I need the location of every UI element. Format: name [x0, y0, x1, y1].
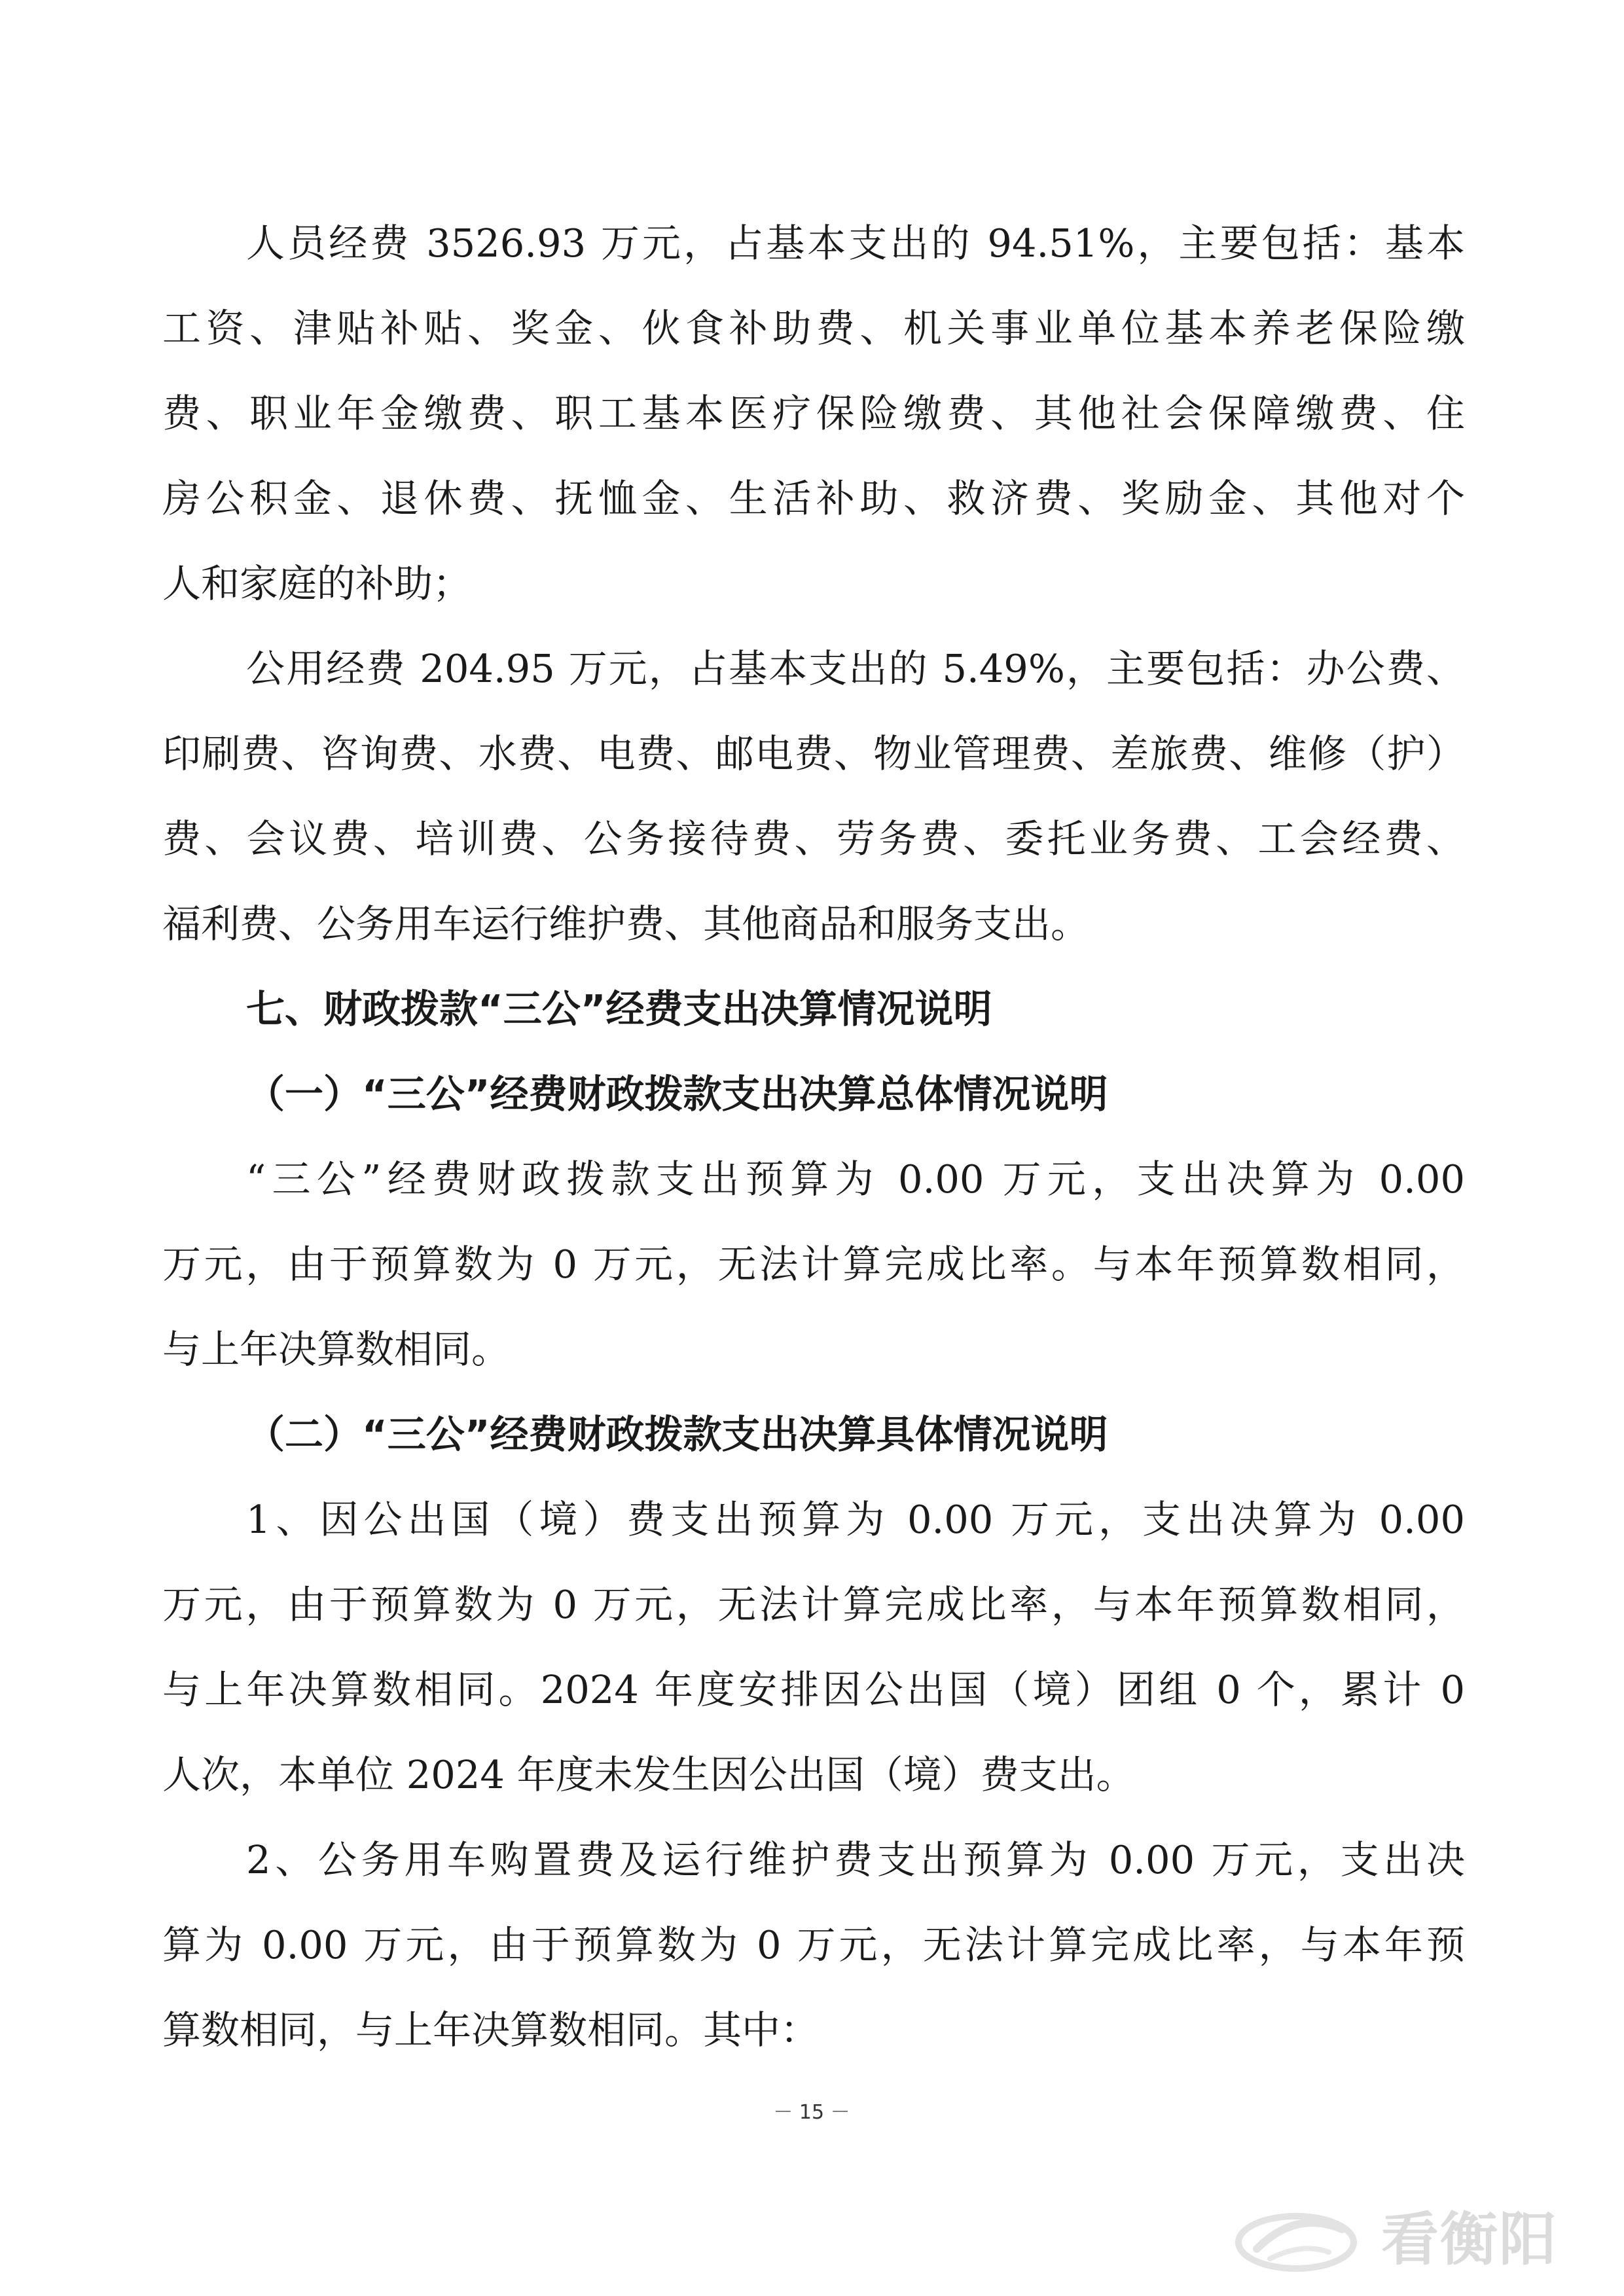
personnel-line-2: 工资、津贴补贴、奖金、伙食补助费、机关事业单位基本养老保险缴 [162, 306, 1465, 351]
public-line-2: 印刷费、咨询费、水费、电费、邮电费、物业管理费、差旅费、维修（护） [162, 731, 1465, 776]
public-line-3: 费、会议费、培训费、公务接待费、劳务费、委托业务费、工会经费、 [162, 816, 1465, 861]
subsection-1-line-3: 与上年决算数相同。 [162, 1327, 511, 1372]
section-heading: 七、财政拨款“三公”经费支出决算情况说明 [246, 986, 992, 1031]
item-1-line-1: 1、因公出国（境）费支出预算为 0.00 万元，支出决算为 0.00 [246, 1497, 1465, 1542]
personnel-line-1: 人员经费 3526.93 万元，占基本支出的 94.51%，主要包括：基本 [246, 221, 1465, 266]
public-line-1: 公用经费 204.95 万元，占基本支出的 5.49%，主要包括：办公费、 [246, 646, 1465, 691]
subsection-1-heading: （一）“三公”经费财政拨款支出决算总体情况说明 [246, 1071, 1108, 1117]
watermark-logo-icon [1231, 2203, 1362, 2275]
item-2-line-2: 算为 0.00 万元，由于预算数为 0 万元，无法计算完成比率，与本年预 [162, 1922, 1465, 1967]
item-1-line-4: 人次，本单位 2024 年度未发生因公出国（境）费支出。 [162, 1752, 1135, 1797]
subsection-2-heading: （二）“三公”经费财政拨款支出决算具体情况说明 [246, 1412, 1108, 1457]
subsection-1-line-1: “三公”经费财政拨款支出预算为 0.00 万元，支出决算为 0.00 [246, 1157, 1465, 1202]
personnel-line-4: 房公积金、退休费、抚恤金、生活补助、救济费、奖励金、其他对个 [162, 476, 1465, 521]
personnel-line-3: 费、职业年金缴费、职工基本医疗保险缴费、其他社会保障缴费、住 [162, 391, 1465, 436]
public-line-4: 福利费、公务用车运行维护费、其他商品和服务支出。 [162, 901, 1090, 946]
item-2-line-3: 算数相同，与上年决算数相同。其中： [162, 2007, 820, 2053]
item-1-line-3: 与上年决算数相同。2024 年度安排因公出国（境）团组 0 个，累计 0 [162, 1667, 1465, 1712]
item-2-line-1: 2、公务用车购置费及运行维护费支出预算为 0.00 万元，支出决 [246, 1837, 1465, 1882]
personnel-line-5: 人和家庭的补助； [162, 561, 472, 606]
watermark [1231, 2200, 1604, 2279]
page-number: － 15 － [773, 2101, 850, 2124]
watermark-text: 看衡阳 [1381, 2206, 1559, 2273]
subsection-1-line-2: 万元，由于预算数为 0 万元，无法计算完成比率。与本年预算数相同， [162, 1242, 1465, 1287]
item-1-line-2: 万元，由于预算数为 0 万元，无法计算完成比率，与本年预算数相同， [162, 1582, 1465, 1627]
